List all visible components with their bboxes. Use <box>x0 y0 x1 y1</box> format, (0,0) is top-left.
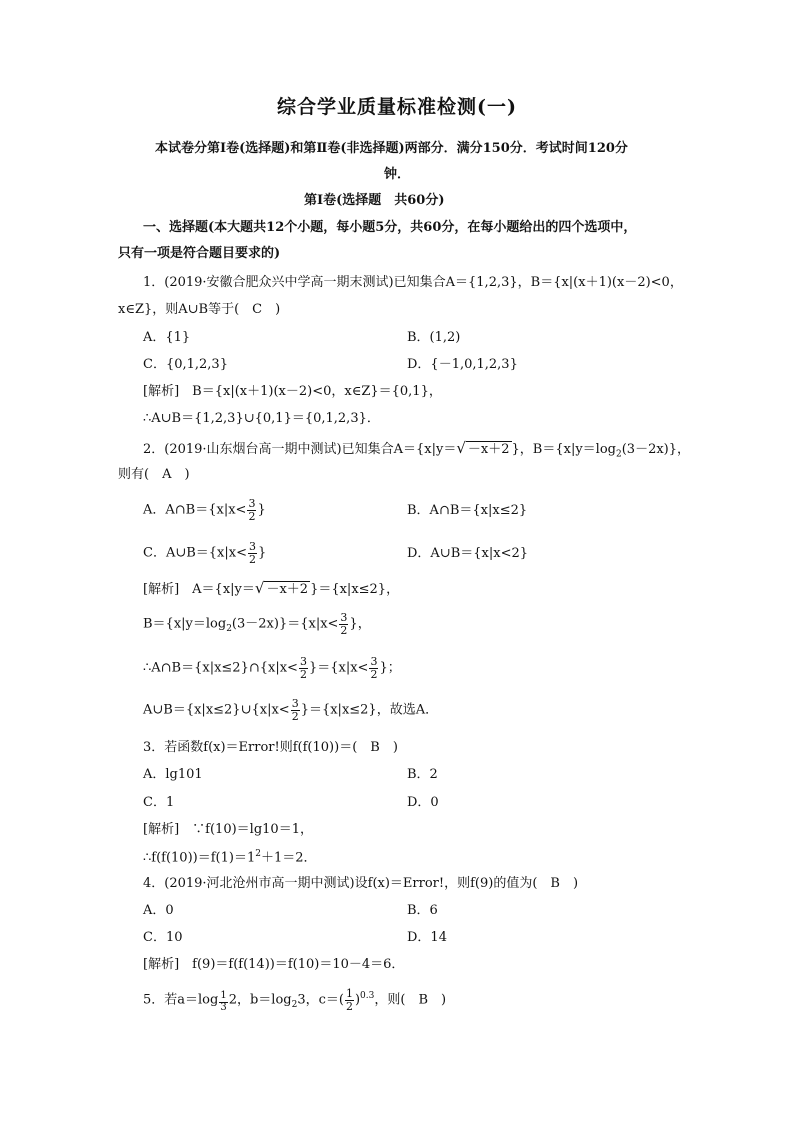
solution-tag: [解析] <box>143 582 180 597</box>
fraction: $\frac{3}{2}$ <box>291 697 299 723</box>
q2-option-b: B．A∩B＝{x|x≤2} <box>407 503 528 518</box>
q2-option-c: C．A∪B＝{x|x< $\frac{3}{2}$ } <box>143 540 267 566</box>
q5-stem: 5．若a＝log $\frac{1}{3}$ 2，$b=\log_23$，c＝( $\frac{1}{2}$ )$^{0.3}$，则( B ) <box>143 987 447 1013</box>
page-title: 综合学业质量标准检测(一) <box>277 96 517 118</box>
q4-option-c: C．10 <box>143 930 183 945</box>
q1-option-d: D．{－1,0,1,2,3} <box>407 357 518 372</box>
q3-option-a: A．lg101 <box>143 767 203 782</box>
q3-option-b: B．2 <box>407 767 438 782</box>
q1-option-c: C．{0,1,2,3} <box>143 357 228 372</box>
q2-stem-line-2: 则有( A ) <box>118 467 190 482</box>
q2-stem-line-1: 2．(2019·山东烟台高一期中测试)已知集合A＝{x|y＝√ －x＋2 }，$B=\{x|y=\log_2(3-2x)\}$， <box>143 439 691 460</box>
fraction: $\frac{3}{2}$ <box>249 540 256 566</box>
fraction: $\frac{1}{3}$ <box>220 990 227 1013</box>
q3-solution-line-2: $\therefore f(f(10))=f(1)=1^2+1=2$． <box>143 849 317 866</box>
section1-line-1: 一、选择题(本大题共12个小题，每小题5分，共60分，在每小题给出的四个选项中， <box>143 220 637 235</box>
section1-line-2: 只有一项是符合题目要求的) <box>118 246 281 261</box>
q2-option-d: D．A∪B＝{x|x<2} <box>407 546 529 561</box>
q2-option-a: A．A∩B＝{x|x< $\frac{3}{2}$ } <box>143 497 266 523</box>
q3-option-c: C．1 <box>143 795 175 810</box>
fraction: $\frac{3}{2}$ <box>299 655 307 681</box>
q1-option-a: A．{1} <box>143 330 191 345</box>
fraction: $\frac{3}{2}$ <box>340 611 348 637</box>
q2-solution-line-3: ∴A∩B＝{x|x≤2}∩{x|x< $\frac{3}{2}$ }＝{x|x< $\frac{3}{2}$ }； <box>143 655 401 681</box>
intro-line-2: 钟． <box>384 167 411 182</box>
fraction: $\frac{1}{2}$ <box>345 987 353 1013</box>
solution-tag: [解析] <box>143 384 180 399</box>
fraction: $\frac{3}{2}$ <box>248 497 256 523</box>
q4-stem: 4．(2019·河北沧州市高一期中测试)设f(x)＝Error!，则f(9)的值为( B ) <box>143 876 579 891</box>
solution-tag: [解析] <box>143 822 180 837</box>
q4-option-a: A．0 <box>143 903 174 918</box>
q4-option-b: B．6 <box>407 903 438 918</box>
q1-stem-line-1: 1．(2019·安徽合肥众兴中学高一期末测试)已知集合A＝{1,2,3}，B＝{x|(x＋1)(x－2)<0， <box>143 275 683 290</box>
q3-solution-line-1: [解析] ∵f(10)＝lg10＝1， <box>143 822 313 837</box>
q4-solution-line-1: [解析] f(9)＝f(f(14))＝f(10)＝10－4＝6． <box>143 957 405 972</box>
q1-option-b: B．(1,2) <box>407 330 461 345</box>
q1-solution-line-2: ∴A∪B＝{1,2,3}∪{0,1}＝{0,1,2,3}． <box>143 411 380 426</box>
solution-tag: [解析] <box>143 957 180 972</box>
part1-header: 第Ⅰ卷(选择题 共60分) <box>304 193 445 208</box>
q1-stem-line-2: x∈Z}，则A∪B等于( C ) <box>118 302 281 317</box>
q2-solution-line-2: $B=\{x|y=\log_2(3-2x)\}=\{x|x<$ $\frac{3}{2}$ }， <box>143 611 371 637</box>
fraction: $\frac{3}{2}$ <box>370 655 378 681</box>
q2-solution-line-1: [解析] A＝{x|y＝√ －x＋2 }＝{x|x≤2}， <box>143 579 400 597</box>
q2-solution-line-4: A∪B＝{x|x≤2}∪{x|x< $\frac{3}{2}$ }＝{x|x≤2}，故选A． <box>143 697 439 723</box>
q3-stem: 3．若函数f(x)＝Error!则f(f(10))＝( B ) <box>143 740 398 755</box>
q4-option-d: D．14 <box>407 930 447 945</box>
intro-line-1: 本试卷分第Ⅰ卷(选择题)和第Ⅱ卷(非选择题)两部分．满分150分．考试时间120分 <box>155 141 628 156</box>
q3-option-d: D．0 <box>407 795 439 810</box>
q1-solution-line-1: [解析] B＝{x|(x＋1)(x－2)<0，x∈Z}＝{0,1}， <box>143 384 442 399</box>
